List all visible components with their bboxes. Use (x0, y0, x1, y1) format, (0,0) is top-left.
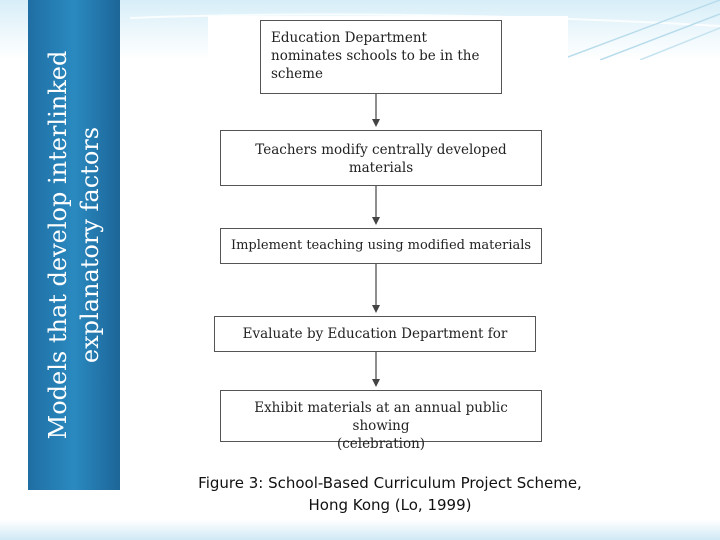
flowchart-step-4 (214, 316, 536, 352)
arrow-4-head (372, 379, 380, 387)
step-1-line-3: scheme (271, 66, 323, 82)
flowchart-step-5 (220, 390, 542, 452)
caption-line-2: Hong Kong (Lo, 1999) (308, 496, 472, 514)
flowchart-step-1 (260, 20, 502, 94)
step-1-line-2: nominates schools to be in the (271, 48, 480, 64)
bottom-background-wash (0, 520, 720, 540)
caption-line-1: Figure 3: School-Based Curriculum Project Scheme, (198, 474, 582, 492)
step-5-line-2: (celebration) (336, 436, 426, 452)
figure-caption (140, 472, 640, 516)
flowchart-step-2 (220, 130, 542, 186)
arrow-3-head (372, 305, 380, 313)
step-2-line-1: Teachers modify centrally developed (255, 142, 507, 158)
flowchart-step-3 (220, 228, 542, 264)
step-5-line-1: Exhibit materials at an annual public showing (254, 400, 508, 434)
slide-title-line-1: Models that develop interlinked (44, 50, 72, 440)
slide-title-line-2: explanatory factors (76, 126, 104, 364)
step-2-line-2: materials (348, 160, 414, 176)
arrow-2-head (372, 217, 380, 225)
slide-title (42, 10, 106, 480)
step-1-line-1: Education Department (271, 30, 427, 46)
step-4-line-1: Evaluate by Education Department for (242, 326, 508, 342)
flowchart-figure (208, 16, 568, 456)
step-3-line-1: Implement teaching using modified materials (230, 238, 532, 253)
arrow-1-head (372, 119, 380, 127)
